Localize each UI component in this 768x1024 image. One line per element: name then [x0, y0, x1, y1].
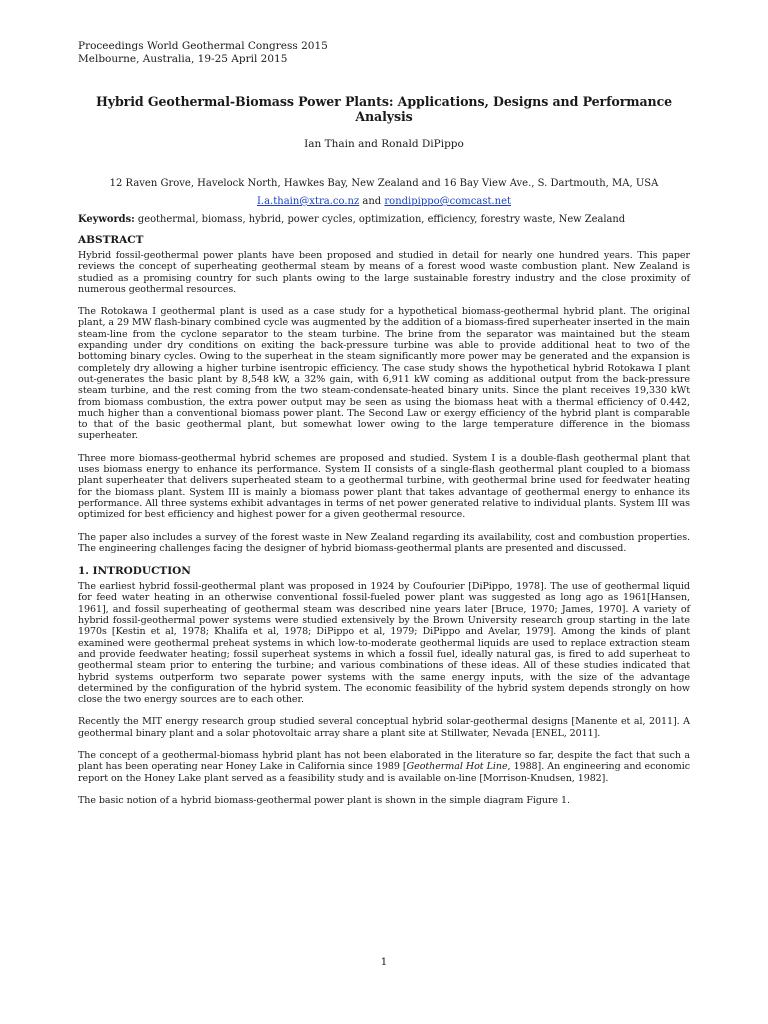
author-emails — [78, 196, 690, 207]
email-link-thain[interactable]: I.a.thain@xtra.co.nz — [256, 196, 360, 207]
introduction-heading: 1. INTRODUCTION — [78, 565, 191, 578]
page-number: 1 — [380, 956, 388, 968]
conference-location: Melbourne, Australia, 19-25 April 2015 — [78, 53, 288, 65]
paper-authors: Ian Thain and Ronald DiPippo — [304, 138, 464, 150]
intro-p3-text-a: The concept of a geothermal-biomass hybrid plant has not been elaborated in the literature so far, despite the fact that such a plant has been operating near Honey Lake in California since 1989 [ — [78, 749, 690, 773]
keywords-line — [78, 214, 690, 225]
abstract-paragraph-2: The Rotokawa I geothermal plant is used as a case study for a hypothetical biomass-geothermal hybrid plant. The original plant, a 29 MW flash-binary combined cycle was augmented by the addition of a biomass-fired superheater inserted in the main steam-line from the cyclone separator to the steam turbine. The brine from the separator was maintained but the steam expanding under dry conditions on exiting the back-pressure turbine was able to provide additional heat to two of the bottoming binary cycles. Owing to the superheat in the steam significantly more power may be generated and the expansion is completely dry allowing a higher turbine isentropic efficiency. The case study shows the hypothetical hybrid Rotokawa I plant out-generates the basic plant by 8,548 kW, a 32% gain, with 6,911 kW coming as additional output from the back-pressure steam turbine, and the rest coming from the two steam-condensate-heated binary units. Since the plant receives 19,330 kWt from biomass combustion, the extra power output may be seen as using the biomass heat with a thermal efficiency of 0.442, much higher than a conventional biomass power plant. The Second Law or exergy efficiency of the hybrid plant is comparable to that of the basic geothermal plant, but somewhat lower owing to the large temperature difference in the biomass superheater. — [78, 306, 690, 442]
paper-page — [78, 40, 690, 817]
abstract-paragraph-1: Hybrid fossil-geothermal power plants have been proposed and studied in detail for nearly one hundred years. This paper reviews the concept of superheating geothermal steam by means of a forest wood waste combustion plant. New Zealand is studied as a promising country for such plants owing to the large sustainable forestry industry and the close proximity of numerous geothermal resources. — [78, 250, 690, 295]
author-address: 12 Raven Grove, Havelock North, Hawkes Bay, New Zealand and 16 Bay View Ave., S. Dartmouth, MA, USA — [109, 178, 659, 189]
introduction-paragraph-1: The earliest hybrid fossil-geothermal plant was proposed in 1924 by Coufourier [DiPippo, 1978]. The use of geothermal liquid for feed water heating in an otherwise conventional fossil-fueled power plant was suggested as long ago as 1961[Hansen, 1961], and fossil superheating of geothermal steam was described nine years later [Bruce, 1970; James, 1970]. A variety of hybrid fossil-geothermal power systems were studied extensively by the Brown University research group starting in the late 1970s [Kestin et al, 1978; Khalifa et al, 1978; DiPippo et al, 1979; DiPippo and Avelar, 1979]. Among the kinds of plant examined were geothermal preheat systems in which low-to-moderate geothermal liquids are used to replace extraction steam and provide feedwater heating; fossil superheat systems in which a fossil fuel, ideally natural gas, is fired to add superheat to geothermal steam prior to entering the turbine; and various combinations of these ideas. All of these studies indicated that hybrid systems outperform two separate power systems with the same energy inputs, with the size of the advantage determined by the configuration of the hybrid system. The economic feasibility of the hybrid system depends strongly on how close the two energy sources are to each other. — [78, 581, 690, 706]
abstract-paragraph-3: Three more biomass-geothermal hybrid schemes are proposed and studied. System I is a double-flash geothermal plant that uses biomass energy to enhance its performance. System II consists of a single-flash geothermal plant coupled to a biomass plant superheater that delivers superheated steam to a geothermal turbine, with geothermal brine used for feedwater heating for the biomass plant. System III is mainly a biomass power plant that takes advantage of geothermal energy to enhance its performance. All three systems exhibit advantages in terms of net power generated relative to individual plants. System III was optimized for best efficiency and highest power for a given geothermal resource. — [78, 452, 690, 521]
keywords-label: Keywords: — [78, 214, 135, 225]
introduction-paragraph-4: The basic notion of a hybrid biomass-geothermal power plant is shown in the simple diagram Figure 1. — [78, 794, 570, 806]
intro-p3-text-b: , 1988]. An engineering and economic report on the Honey Lake plant served as a feasibility study and is available on-line [Morrison-Knudsen, 1982]. — [78, 761, 690, 784]
paper-title: Hybrid Geothermal-Biomass Power Plants: Applications, Designs and Performance Analysis — [95, 94, 673, 124]
conference-name: Proceedings World Geothermal Congress 2015 — [78, 40, 328, 52]
keywords-text: geothermal, biomass, hybrid, power cycles, optimization, efficiency, forestry waste, New Zealand — [134, 214, 626, 225]
conference-header — [78, 40, 690, 66]
abstract-heading: ABSTRACT — [78, 234, 144, 246]
introduction-paragraph-2: Recently the MIT energy research group studied several conceptual hybrid solar-geothermal designs [Manente et al, 2011]. A geothermal binary plant and a solar photovoltaic array share a plant site at Stillwater, Nevada [ENEL, 2011]. — [78, 716, 690, 739]
introduction-paragraph-3 — [78, 750, 690, 784]
email-connector: and — [359, 196, 385, 207]
intro-p3-citation-italic: Geothermal Hot Line — [406, 761, 508, 773]
abstract-paragraph-4: The paper also includes a survey of the forest waste in New Zealand regarding its availability, cost and combustion properties. The engineering challenges facing the designer of hybrid biomass-geothermal plants are presented and discussed. — [78, 531, 690, 554]
email-link-dipippo[interactable]: rondipippo@comcast.net — [384, 196, 512, 207]
